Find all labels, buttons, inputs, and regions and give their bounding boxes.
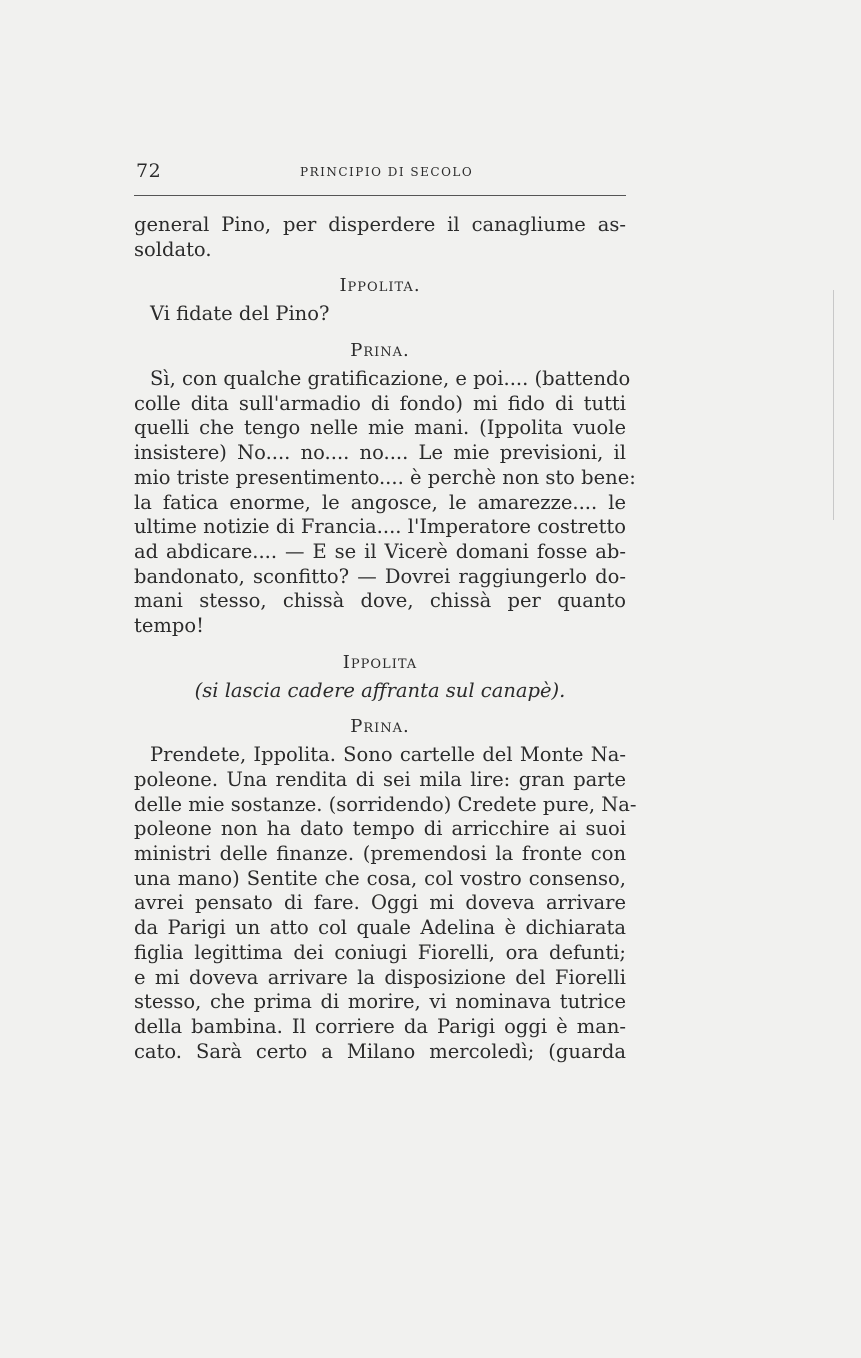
text-line: ad abdicare.... — E se il Vicerè domani fosse ab- xyxy=(134,539,626,563)
page-number: 72 xyxy=(136,160,162,182)
margin-scratch-mark xyxy=(825,270,845,530)
stage-direction: (si lascia cadere affranta sul canapè). xyxy=(194,678,566,702)
margin-line xyxy=(833,290,834,520)
text-line: Sì, con qualche gratificazione, e poi.... (battendo xyxy=(150,367,631,391)
text-line: mani stesso, chissà dove, chissà per quanto xyxy=(134,589,626,613)
text-line: Vi fidate del Pino? xyxy=(150,302,330,326)
text-line: tempo! xyxy=(134,613,204,637)
running-title: PRINCIPIO DI SECOLO xyxy=(300,165,474,179)
text-line: della bambina. Il corriere da Parigi oggi è man- xyxy=(134,1014,626,1038)
text-line: poleone. Una rendita di sei mila lire: gran parte xyxy=(134,768,626,791)
text-line: bandonato, sconfitto? — Dovrei raggiungerlo do- xyxy=(134,564,626,588)
speaker-name: Prina. xyxy=(350,340,410,362)
text-line: colle dita sull'armadio di fondo) mi fido di tutti xyxy=(134,391,626,415)
text-line: figlia legittima dei coniugi Fiorelli, ora defunti; xyxy=(134,940,626,964)
text-line: poleone non ha dato tempo di arricchire ai suoi xyxy=(134,817,626,841)
text-line: mio triste presentimento.... è perchè non sto bene: xyxy=(134,465,636,489)
text-line: insistere) No.... no.... no.... Le mie previsioni, il xyxy=(134,441,626,465)
text-line: general Pino, per disperdere il canagliume as- xyxy=(134,213,626,236)
speaker-name: Prina. xyxy=(350,716,410,738)
text-line: da Parigi un atto col quale Adelina è dichiarata xyxy=(134,916,626,940)
text-line: soldato. xyxy=(134,237,212,261)
speaker-name: Ippolita. xyxy=(339,275,421,297)
text-line: delle mie sostanze. (sorridendo) Credete pure, Na- xyxy=(134,792,637,816)
text-line: ultime notizie di Francia.... l'Imperatore costretto xyxy=(134,515,626,539)
text-line: e mi doveva arrivare la disposizione del Fiorelli xyxy=(134,965,626,989)
text-line: una mano) Sentite che cosa, col vostro consenso, xyxy=(134,866,626,890)
text-line: Prendete, Ippolita. Sono cartelle del Monte Na- xyxy=(150,743,626,767)
text-line: stesso, che prima di morire, vi nominava tutrice xyxy=(134,990,626,1014)
page-header xyxy=(134,160,626,186)
text-line: cato. Sarà certo a Milano mercoledì; (guarda xyxy=(134,1039,626,1063)
text-line: ministri delle finanze. (premendosi la fronte con xyxy=(134,842,626,866)
text-block xyxy=(134,213,637,1064)
speaker-name: Ippolita xyxy=(342,651,418,673)
text-line: quelli che tengo nelle mie mani. (Ippolita vuole xyxy=(134,416,626,440)
header-rule xyxy=(134,195,626,196)
text-line: la fatica enorme, le angosce, le amarezze.... le xyxy=(134,490,626,514)
text-line: avrei pensato di fare. Oggi mi doveva arrivare xyxy=(134,891,626,915)
